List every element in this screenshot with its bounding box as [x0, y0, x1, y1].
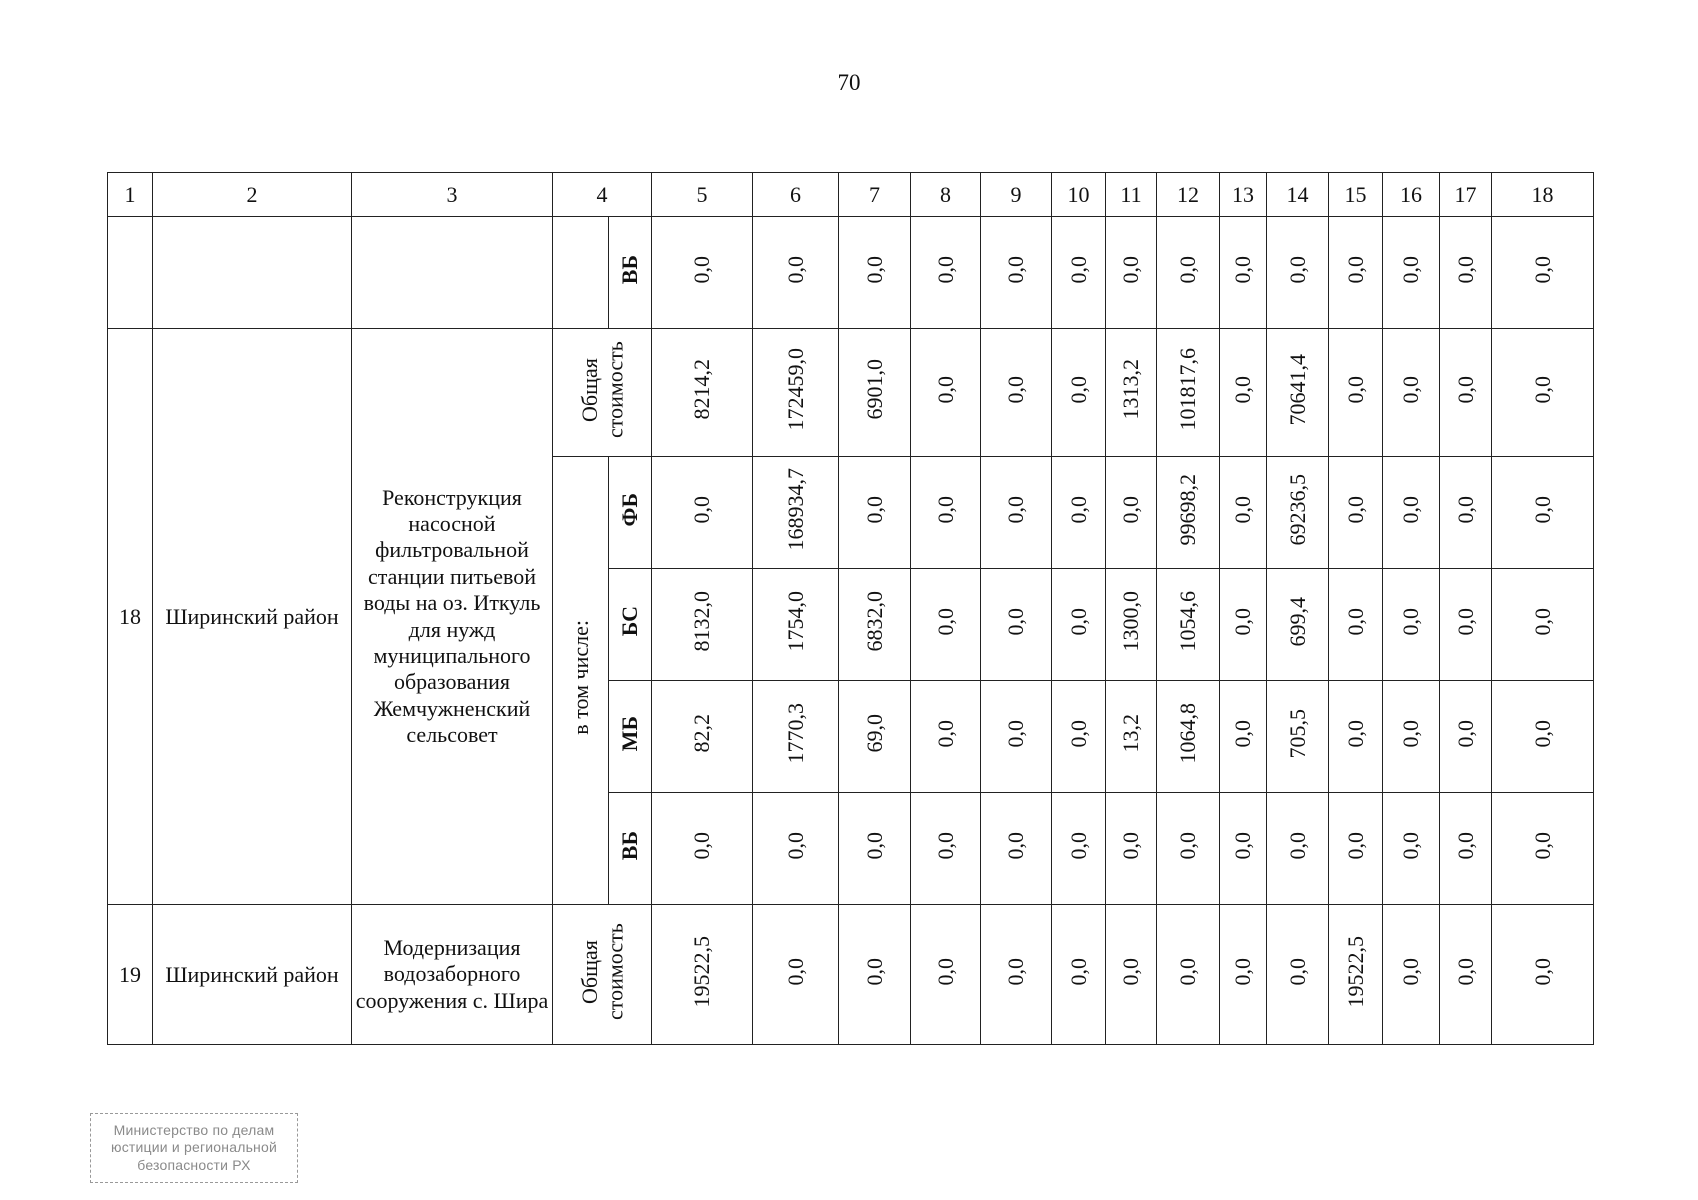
col-number: 11 [1106, 173, 1157, 217]
value-cell [981, 681, 1052, 793]
value-cell [652, 793, 753, 905]
value-cell [1220, 793, 1267, 905]
value-cell [911, 329, 981, 457]
col-number: 5 [652, 173, 753, 217]
continuation-row [108, 217, 1594, 329]
value-cell [1329, 681, 1383, 793]
value-cell [1440, 329, 1492, 457]
value-cell [1220, 569, 1267, 681]
value-cell [981, 569, 1052, 681]
value-cell [1220, 681, 1267, 793]
value-text: 0,0 [1065, 607, 1091, 636]
value-cell [652, 329, 753, 457]
value-text: 0,0 [1003, 957, 1029, 986]
funding-type: БС [617, 606, 643, 637]
value-text: 0,0 [1065, 375, 1091, 404]
col-number: 17 [1440, 173, 1492, 217]
value-text: 0,0 [1529, 375, 1555, 404]
value-cell [1267, 793, 1329, 905]
value-text: 1300,0 [1118, 591, 1144, 652]
value-text: 8132,0 [689, 591, 715, 652]
value-cell [911, 457, 981, 569]
value-text: 0,0 [1342, 255, 1368, 284]
value-text: 1064,8 [1175, 703, 1201, 764]
value-cell [753, 569, 839, 681]
value-cell [1157, 681, 1220, 793]
value-text: 0,0 [1284, 831, 1310, 860]
value-cell [1440, 457, 1492, 569]
col-number: 15 [1329, 173, 1383, 217]
value-text: 0,0 [1118, 957, 1144, 986]
value-cell [753, 681, 839, 793]
value-text: 0,0 [861, 495, 887, 524]
value-text: 101817,6 [1175, 348, 1201, 431]
empty-cell [352, 217, 553, 329]
value-cell [1267, 569, 1329, 681]
funding-type-cell [553, 329, 652, 457]
value-cell [1052, 905, 1106, 1045]
value-text: 0,0 [1003, 255, 1029, 284]
col-number: 1 [108, 173, 153, 217]
empty-cell [108, 217, 153, 329]
value-cell [1157, 793, 1220, 905]
value-cell [1383, 329, 1440, 457]
value-cell [1220, 905, 1267, 1045]
col-number: 2 [153, 173, 352, 217]
district-name: Ширинский район [153, 329, 352, 905]
funding-type-cell [609, 569, 652, 681]
value-text: 0,0 [1529, 831, 1555, 860]
value-text: 6901,0 [861, 359, 887, 420]
value-text: 0,0 [1065, 831, 1091, 860]
col-number: 6 [753, 173, 839, 217]
value-text: 0,0 [1175, 957, 1201, 986]
value-text: 1054,6 [1175, 591, 1201, 652]
value-cell [652, 681, 753, 793]
value-cell [652, 217, 753, 329]
item-number: 19 [108, 905, 153, 1045]
value-text: 0,0 [1398, 957, 1424, 986]
value-cell [1440, 217, 1492, 329]
value-text: 0,0 [1452, 495, 1478, 524]
value-text: 0,0 [932, 607, 958, 636]
value-text: 0,0 [1452, 831, 1478, 860]
value-cell [1157, 569, 1220, 681]
total-cost-label: Общая стоимость [576, 341, 627, 438]
value-cell [1157, 905, 1220, 1045]
value-text: 0,0 [1529, 495, 1555, 524]
value-cell [839, 457, 911, 569]
value-cell [1052, 681, 1106, 793]
value-text: 0,0 [782, 957, 808, 986]
value-cell [1329, 905, 1383, 1045]
value-cell [981, 905, 1052, 1045]
funding-type: ВБ [617, 254, 643, 285]
value-cell [1383, 681, 1440, 793]
value-cell [1106, 905, 1157, 1045]
value-cell [1220, 329, 1267, 457]
value-cell [911, 217, 981, 329]
value-text: 8214,2 [689, 359, 715, 420]
value-text: 0,0 [782, 831, 808, 860]
value-text: 0,0 [1529, 719, 1555, 748]
registration-stamp [90, 1113, 298, 1183]
funding-type: ФБ [617, 492, 643, 527]
value-cell [753, 329, 839, 457]
value-text: 699,4 [1284, 596, 1310, 647]
value-cell [1052, 329, 1106, 457]
value-cell [1106, 793, 1157, 905]
value-text: 0,0 [932, 375, 958, 404]
value-text: 0,0 [861, 831, 887, 860]
value-cell [1492, 217, 1594, 329]
value-text: 0,0 [1398, 831, 1424, 860]
col-number: 13 [1220, 173, 1267, 217]
value-text: 0,0 [1230, 607, 1256, 636]
col-number: 8 [911, 173, 981, 217]
funding-type: ВБ [617, 830, 643, 861]
value-text: 0,0 [932, 255, 958, 284]
col-number: 18 [1492, 173, 1594, 217]
funding-type-cell [609, 681, 652, 793]
project-description: Модернизация водозаборного сооружения с. Шира [352, 905, 553, 1045]
value-text: 0,0 [1230, 831, 1256, 860]
value-text: 0,0 [1175, 255, 1201, 284]
value-text: 0,0 [1398, 719, 1424, 748]
value-text: 0,0 [1230, 957, 1256, 986]
value-text: 0,0 [1118, 831, 1144, 860]
value-text: 6832,0 [861, 591, 887, 652]
value-text: 69236,5 [1284, 473, 1310, 546]
item18-row [108, 329, 1594, 457]
value-text: 705,5 [1284, 708, 1310, 759]
value-text: 0,0 [1230, 495, 1256, 524]
value-cell [1052, 457, 1106, 569]
value-cell [753, 793, 839, 905]
value-cell [652, 569, 753, 681]
value-cell [1383, 217, 1440, 329]
value-text: 0,0 [689, 831, 715, 860]
value-cell [911, 569, 981, 681]
value-text: 1770,3 [782, 703, 808, 764]
value-text: 0,0 [1529, 255, 1555, 284]
value-cell [1106, 329, 1157, 457]
value-cell [1052, 793, 1106, 905]
value-text: 0,0 [861, 957, 887, 986]
stamp-line: безопасности РХ [137, 1156, 251, 1173]
value-text: 0,0 [1452, 957, 1478, 986]
value-cell [1383, 457, 1440, 569]
value-text: 1313,2 [1118, 359, 1144, 420]
value-text: 0,0 [1342, 607, 1368, 636]
value-cell [1440, 793, 1492, 905]
project-description: Реконструкция насосной фильтровальной станции питьевой воды на оз. Иткуль для нужд муниципального образования Жемчужненский сельсовет [352, 329, 553, 905]
item-number: 18 [108, 329, 153, 905]
value-cell [1492, 681, 1594, 793]
funding-type: МБ [617, 715, 643, 752]
value-cell [1440, 681, 1492, 793]
value-text: 19522,5 [1342, 935, 1368, 1008]
value-cell [1440, 569, 1492, 681]
value-text: 0,0 [689, 255, 715, 284]
value-cell [1267, 681, 1329, 793]
value-text: 0,0 [932, 719, 958, 748]
value-cell [1267, 905, 1329, 1045]
value-text: 0,0 [1230, 255, 1256, 284]
value-text: 0,0 [1529, 607, 1555, 636]
value-cell [1220, 217, 1267, 329]
value-text: 70641,4 [1284, 353, 1310, 426]
value-text: 0,0 [1175, 831, 1201, 860]
budget-table [107, 172, 1594, 1045]
col-number: 9 [981, 173, 1052, 217]
value-text: 0,0 [861, 255, 887, 284]
value-cell [839, 329, 911, 457]
col-number: 16 [1383, 173, 1440, 217]
value-cell [1267, 457, 1329, 569]
value-cell [1052, 217, 1106, 329]
district-name: Ширинский район [153, 905, 352, 1045]
value-cell [911, 905, 981, 1045]
value-cell [1383, 793, 1440, 905]
stamp-line: юстиции и региональной [111, 1139, 277, 1156]
value-cell [1106, 569, 1157, 681]
value-text: 0,0 [1452, 607, 1478, 636]
value-cell [1106, 457, 1157, 569]
value-cell [753, 217, 839, 329]
value-text: 0,0 [1342, 495, 1368, 524]
value-text: 0,0 [1065, 719, 1091, 748]
col-number: 12 [1157, 173, 1220, 217]
value-text: 0,0 [1118, 495, 1144, 524]
value-cell [1106, 681, 1157, 793]
value-text: 69,0 [861, 714, 887, 753]
value-cell [1329, 457, 1383, 569]
value-cell [1492, 457, 1594, 569]
value-text: 1754,0 [782, 591, 808, 652]
value-text: 0,0 [932, 831, 958, 860]
value-cell [839, 217, 911, 329]
value-text: 172459,0 [782, 348, 808, 431]
page-number: 70 [837, 70, 861, 95]
value-cell [1157, 457, 1220, 569]
value-cell [1440, 905, 1492, 1045]
value-cell [1492, 905, 1594, 1045]
value-cell [1492, 329, 1594, 457]
value-text: 0,0 [1398, 255, 1424, 284]
value-text: 0,0 [1230, 719, 1256, 748]
value-text: 0,0 [1452, 719, 1478, 748]
value-text: 0,0 [1342, 719, 1368, 748]
col-number: 3 [352, 173, 553, 217]
value-text: 0,0 [1342, 831, 1368, 860]
value-text: 0,0 [1398, 607, 1424, 636]
in-that-number-label: в том числе: [567, 620, 593, 735]
value-cell [981, 793, 1052, 905]
value-cell [1329, 217, 1383, 329]
value-cell [1157, 329, 1220, 457]
value-text: 0,0 [1065, 255, 1091, 284]
value-text: 0,0 [1342, 375, 1368, 404]
value-cell [839, 905, 911, 1045]
value-cell [1052, 569, 1106, 681]
value-cell [1329, 793, 1383, 905]
col-number: 14 [1267, 173, 1329, 217]
empty-cell [553, 217, 609, 329]
value-cell [911, 793, 981, 905]
value-text: 168934,7 [782, 468, 808, 551]
value-cell [981, 457, 1052, 569]
value-text: 0,0 [932, 957, 958, 986]
value-text: 0,0 [1284, 255, 1310, 284]
col-number: 7 [839, 173, 911, 217]
value-text: 0,0 [1398, 495, 1424, 524]
value-cell [1329, 329, 1383, 457]
value-cell [1267, 329, 1329, 457]
value-text: 0,0 [1284, 957, 1310, 986]
item19-row [108, 905, 1594, 1045]
value-cell [1492, 569, 1594, 681]
value-cell [1329, 569, 1383, 681]
value-text: 0,0 [1452, 375, 1478, 404]
value-cell [1383, 905, 1440, 1045]
value-text: 0,0 [1003, 719, 1029, 748]
stamp-line: Министерство по делам [113, 1121, 275, 1138]
value-cell [911, 681, 981, 793]
value-text: 0,0 [1398, 375, 1424, 404]
value-text: 13,2 [1118, 714, 1144, 753]
column-number-row [108, 173, 1594, 217]
funding-type-cell [609, 793, 652, 905]
value-cell [1492, 793, 1594, 905]
value-cell [1220, 457, 1267, 569]
value-cell [753, 457, 839, 569]
funding-type-cell [609, 457, 652, 569]
value-text: 0,0 [1452, 255, 1478, 284]
value-text: 0,0 [932, 495, 958, 524]
empty-cell [153, 217, 352, 329]
value-cell [839, 793, 911, 905]
value-text: 0,0 [1065, 495, 1091, 524]
col-number: 4 [553, 173, 652, 217]
value-text: 0,0 [1003, 831, 1029, 860]
value-cell [652, 905, 753, 1045]
value-text: 0,0 [1529, 957, 1555, 986]
value-cell [1106, 217, 1157, 329]
value-cell [981, 329, 1052, 457]
value-cell [839, 569, 911, 681]
value-cell [839, 681, 911, 793]
value-text: 82,2 [689, 714, 715, 753]
value-text: 0,0 [1118, 255, 1144, 284]
value-text: 0,0 [1003, 375, 1029, 404]
col-number: 10 [1052, 173, 1106, 217]
value-text: 0,0 [1003, 495, 1029, 524]
in-that-number-cell [553, 457, 609, 905]
value-cell [652, 457, 753, 569]
value-text: 0,0 [1003, 607, 1029, 636]
value-cell [1157, 217, 1220, 329]
value-text: 0,0 [782, 255, 808, 284]
value-text: 19522,5 [689, 935, 715, 1008]
funding-type-cell [553, 905, 652, 1045]
funding-type-cell [609, 217, 652, 329]
value-text: 0,0 [1230, 375, 1256, 404]
value-text: 0,0 [1065, 957, 1091, 986]
value-cell [1267, 217, 1329, 329]
value-cell [981, 217, 1052, 329]
total-cost-label: Общая стоимость [576, 923, 627, 1020]
value-cell [753, 905, 839, 1045]
value-text: 0,0 [689, 495, 715, 524]
value-cell [1383, 569, 1440, 681]
value-text: 99698,2 [1175, 473, 1201, 546]
